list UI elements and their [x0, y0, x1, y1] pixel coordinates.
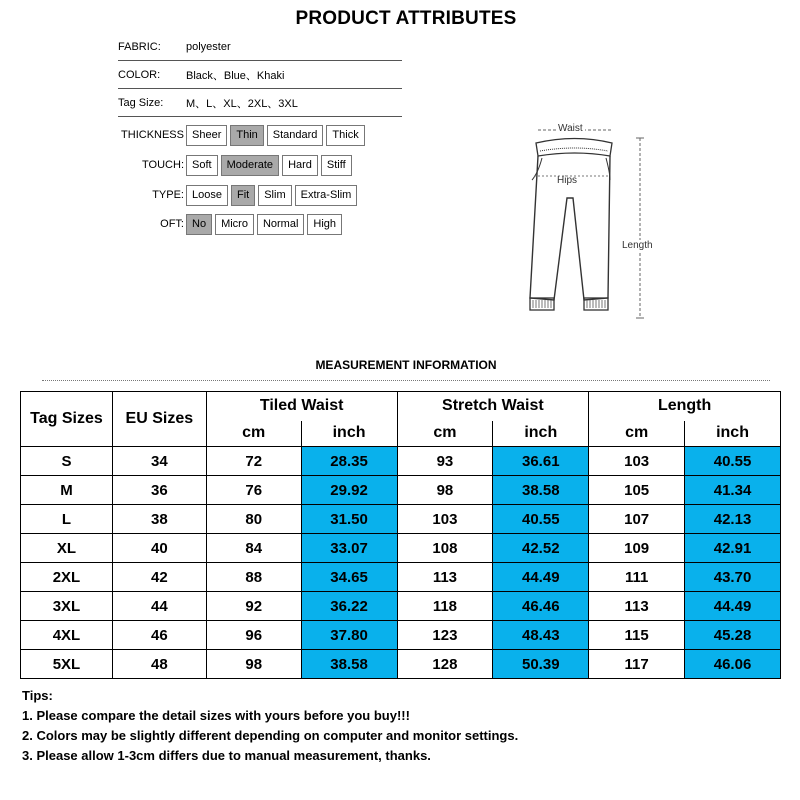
option-chip: Loose	[186, 185, 228, 206]
option-chip: Sheer	[186, 125, 227, 146]
attr-label: Tag Size:	[118, 96, 164, 109]
pants-outline-icon	[520, 118, 670, 328]
table-cell: 48.43	[493, 621, 589, 650]
table-cell: 33.07	[301, 534, 397, 563]
option-thickness	[118, 124, 365, 146]
table-cell: 76	[206, 476, 301, 505]
measurement-title: MEASUREMENT INFORMATION	[315, 358, 497, 372]
table-cell: 40.55	[493, 505, 589, 534]
option-chip: Micro	[215, 214, 254, 235]
table-cell: 88	[206, 563, 301, 592]
header-length: Length	[589, 392, 781, 421]
table-cell: 40.55	[685, 447, 781, 476]
option-oft	[118, 213, 342, 235]
table-cell: M	[21, 476, 113, 505]
table-cell: 44.49	[493, 563, 589, 592]
table-cell: 36	[112, 476, 206, 505]
table-cell: 93	[397, 447, 493, 476]
table-cell: 111	[589, 563, 685, 592]
tips-title: Tips:	[22, 688, 53, 703]
hips-label: Hips	[557, 175, 578, 186]
table-cell: 98	[206, 650, 301, 679]
table-cell: 4XL	[21, 621, 113, 650]
tip-item: 2. Colors may be slightly different depending on computer and monitor settings.	[22, 728, 519, 743]
table-row	[21, 621, 781, 650]
table-cell: 48	[112, 650, 206, 679]
table-cell: 80	[206, 505, 301, 534]
table-cell: 37.80	[301, 621, 397, 650]
table-row	[21, 534, 781, 563]
header-inch: inch	[493, 421, 589, 447]
length-label: Length	[622, 240, 653, 251]
table-cell: 38	[112, 505, 206, 534]
table-cell: 103	[589, 447, 685, 476]
table-row	[21, 505, 781, 534]
attr-value: M、L、XL、2XL、3XL	[186, 97, 298, 110]
option-label: THICKNESS	[121, 129, 184, 141]
header-cm: cm	[589, 421, 685, 447]
table-cell: 3XL	[21, 592, 113, 621]
table-cell: 108	[397, 534, 493, 563]
table-cell: 44.49	[685, 592, 781, 621]
option-label: OFT:	[160, 218, 184, 230]
header-cm: cm	[206, 421, 301, 447]
table-cell: 105	[589, 476, 685, 505]
size-table-body	[21, 447, 781, 679]
table-cell: S	[21, 447, 113, 476]
dotted-divider	[42, 380, 770, 381]
attr-value: Black、Blue、Khaki	[186, 69, 285, 82]
table-cell: 45.28	[685, 621, 781, 650]
table-cell: 46.46	[493, 592, 589, 621]
table-cell: 98	[397, 476, 493, 505]
option-chip: Standard	[267, 125, 324, 146]
header-tag-sizes: Tag Sizes	[21, 392, 113, 447]
option-label: TOUCH:	[142, 159, 184, 171]
attr-label: FABRIC:	[118, 40, 161, 53]
table-cell: 72	[206, 447, 301, 476]
option-chip: Extra-Slim	[295, 185, 358, 206]
table-row	[21, 592, 781, 621]
tip-item: 3. Please allow 1-3cm differs due to manual measurement, thanks.	[22, 748, 431, 763]
table-cell: 36.22	[301, 592, 397, 621]
option-chip: Moderate	[221, 155, 279, 176]
table-cell: 43.70	[685, 563, 781, 592]
table-cell: 34	[112, 447, 206, 476]
attr-color	[118, 61, 402, 89]
table-cell: XL	[21, 534, 113, 563]
table-cell: 128	[397, 650, 493, 679]
table-cell: 5XL	[21, 650, 113, 679]
option-chips	[186, 155, 352, 176]
header-tiled-waist: Tiled Waist	[206, 392, 397, 421]
table-row	[21, 563, 781, 592]
size-table	[20, 391, 781, 679]
table-cell: 42.52	[493, 534, 589, 563]
table-cell: 46	[112, 621, 206, 650]
table-cell: 107	[589, 505, 685, 534]
attr-value: polyester	[186, 40, 231, 53]
tip-item: 1. Please compare the detail sizes with yours before you buy!!!	[22, 708, 410, 723]
table-cell: 28.35	[301, 447, 397, 476]
header-inch: inch	[685, 421, 781, 447]
table-cell: 44	[112, 592, 206, 621]
table-cell: 42.13	[685, 505, 781, 534]
table-cell: 50.39	[493, 650, 589, 679]
attr-fabric	[118, 33, 402, 61]
table-cell: 118	[397, 592, 493, 621]
header-stretch-waist: Stretch Waist	[397, 392, 589, 421]
tips	[22, 686, 518, 766]
option-label: TYPE:	[152, 189, 184, 201]
option-chip: Slim	[258, 185, 291, 206]
table-cell: 36.61	[493, 447, 589, 476]
table-cell: 41.34	[685, 476, 781, 505]
attr-tag-size	[118, 89, 402, 117]
option-chip: Thin	[230, 125, 263, 146]
option-chip: Fit	[231, 185, 255, 206]
table-cell: L	[21, 505, 113, 534]
table-cell: 31.50	[301, 505, 397, 534]
table-cell: 40	[112, 534, 206, 563]
option-chip: Normal	[257, 214, 304, 235]
option-chips	[186, 125, 365, 146]
table-cell: 115	[589, 621, 685, 650]
table-cell: 123	[397, 621, 493, 650]
table-cell: 113	[589, 592, 685, 621]
option-chip: Thick	[326, 125, 364, 146]
table-cell: 38.58	[493, 476, 589, 505]
table-cell: 46.06	[685, 650, 781, 679]
table-cell: 42.91	[685, 534, 781, 563]
option-chip: Soft	[186, 155, 218, 176]
header-cm: cm	[397, 421, 493, 447]
option-chips	[186, 214, 342, 235]
table-cell: 29.92	[301, 476, 397, 505]
table-row	[21, 447, 781, 476]
page-title: PRODUCT ATTRIBUTES	[295, 8, 517, 29]
attr-label: COLOR:	[118, 68, 161, 81]
waist-label: Waist	[558, 123, 583, 134]
header-inch: inch	[301, 421, 397, 447]
table-cell: 109	[589, 534, 685, 563]
option-chip: No	[186, 214, 212, 235]
table-cell: 84	[206, 534, 301, 563]
option-chip: Hard	[282, 155, 318, 176]
table-row	[21, 476, 781, 505]
header-eu-sizes: EU Sizes	[112, 392, 206, 447]
table-cell: 96	[206, 621, 301, 650]
pants-figure	[520, 118, 670, 328]
table-cell: 42	[112, 563, 206, 592]
option-type	[118, 184, 357, 206]
table-cell: 92	[206, 592, 301, 621]
option-chip: Stiff	[321, 155, 352, 176]
option-chip: High	[307, 214, 342, 235]
option-touch	[118, 154, 352, 176]
table-row	[21, 650, 781, 679]
option-chips	[186, 185, 357, 206]
table-cell: 103	[397, 505, 493, 534]
table-cell: 34.65	[301, 563, 397, 592]
table-cell: 2XL	[21, 563, 113, 592]
table-cell: 38.58	[301, 650, 397, 679]
table-cell: 117	[589, 650, 685, 679]
table-cell: 113	[397, 563, 493, 592]
